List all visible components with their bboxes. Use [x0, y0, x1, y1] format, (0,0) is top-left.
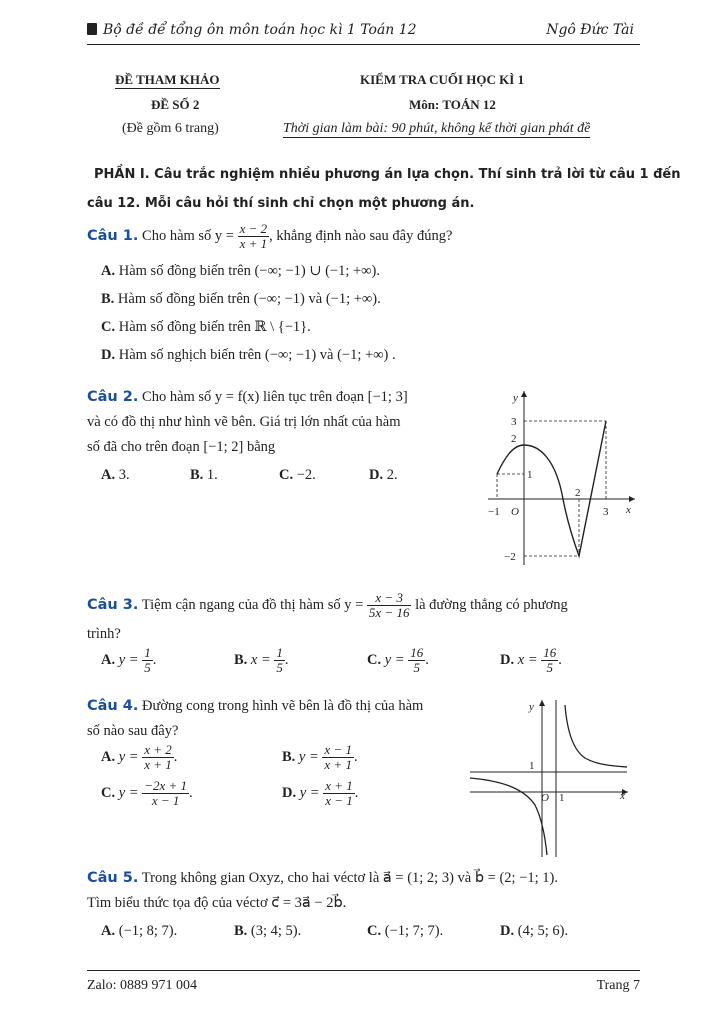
part1-line2: câu 12. Mỗi câu hỏi thí sinh chỉ chọn một phương án.	[87, 196, 475, 211]
q4-graph	[465, 695, 635, 860]
exam-title: KIỂM TRA CUỐI HỌC KÌ 1	[360, 72, 525, 87]
q3-label: Câu 3.	[87, 596, 139, 613]
q2-option-a[interactable]: A. 3.	[101, 467, 130, 483]
q5-option-d[interactable]: D. (4; 5; 6).	[500, 923, 569, 939]
q2-tick-neg1: −1	[488, 506, 500, 518]
header-title: Bộ đề để tổng ôn môn toán học kì 1 Toán 12	[87, 22, 417, 38]
q2-graph	[480, 385, 640, 570]
q4-label-y: y	[529, 701, 534, 713]
q4-option-d[interactable]: D. y = $\frac{x + 1}{x - 1}$ .	[282, 778, 359, 808]
exam-number: ĐỀ SỐ 2	[151, 97, 200, 112]
exam-pages: (Đề gồm 6 trang)	[122, 121, 219, 136]
q4-curve-left	[470, 778, 547, 855]
q4-option-c[interactable]: C. y = $\frac{-2x + 1}{x - 1}$ .	[101, 778, 193, 808]
q2-tick-neg2: −2	[504, 551, 516, 563]
header-author: Ngô Đức Tài	[546, 22, 634, 38]
q5-option-b[interactable]: B. (3; 4; 5).	[234, 923, 302, 939]
q4-tick-y1: 1	[529, 760, 535, 772]
exam-ref-label: ĐỀ THAM KHẢO	[115, 72, 220, 87]
q1-option-b[interactable]: B. Hàm số đồng biến trên (−∞; −1) và (−1; +∞).	[101, 291, 381, 307]
q2-tick-2: 2	[511, 433, 517, 445]
q2-y-arrow	[521, 391, 527, 397]
q4-label-x: x	[620, 790, 625, 802]
q2-label: Câu 2.	[87, 389, 139, 405]
q2-line2: và có đồ thị như hình vẽ bên. Giá trị lớn nhất của hàm	[87, 414, 401, 430]
q2-option-c[interactable]: C. −2.	[279, 467, 316, 483]
q3-line2: trình?	[87, 626, 121, 642]
q4-tick-x1: 1	[559, 792, 565, 804]
q5-label: Câu 5.	[87, 870, 139, 886]
q4-y-arrow	[539, 700, 545, 706]
q3-option-a[interactable]: A. y = $\frac{1}{5}$ .	[101, 645, 157, 675]
q2-label-o: O	[511, 506, 519, 518]
exam-subject: Môn: TOÁN 12	[409, 97, 496, 112]
q4-label: Câu 4.	[87, 698, 139, 714]
q4-curve-right	[565, 705, 627, 767]
q3-fraction: $\frac{x - 3}{5x - 16}$	[368, 590, 410, 620]
footer-page: Trang 7	[596, 978, 640, 993]
q2-option-b[interactable]: B. 1.	[190, 467, 218, 483]
q2-tick-3: 3	[511, 416, 517, 428]
page-footer	[87, 970, 640, 993]
q5-option-a[interactable]: A. (−1; 8; 7).	[101, 923, 178, 939]
q4-option-a[interactable]: A. y = $\frac{x + 2}{x + 1}$ .	[101, 742, 178, 772]
q3-option-d[interactable]: D. x = $\frac{16}{5}$ .	[500, 645, 562, 675]
footer-zalo: Zalo: 0889 971 004	[87, 978, 198, 993]
q2-line3: số đã cho trên đoạn [−1; 2] bằng	[87, 439, 276, 455]
q5-line2: Tìm biểu thức tọa độ của véctơ c⃗ = 3a⃗ − 2b⃗.	[87, 895, 347, 911]
q1-option-a[interactable]: A. Hàm số đồng biến trên (−∞; −1) ∪ (−1; +∞).	[101, 263, 380, 279]
question-5: Câu 5. Trong không gian Oxyz, cho hai véctơ là a⃗ = (1; 2; 3) và b⃗ = (2; −1; 1).	[87, 870, 558, 886]
q3-option-b[interactable]: B. x = $\frac{1}{5}$ .	[234, 645, 289, 675]
question-3: Câu 3. Tiệm cận ngang của đồ thị hàm số y = $\frac{x - 3}{5x - 16}$ là đường thẳng có phương	[87, 590, 568, 620]
q2-option-d[interactable]: D. 2.	[369, 467, 398, 483]
q2-label-x: x	[626, 504, 631, 516]
part1-line1: PHẦN I. Câu trắc nghiệm nhiều phương án lựa chọn. Thí sinh trả lời từ câu 1 đến	[94, 167, 681, 182]
question-1: Câu 1. Cho hàm số y = $\frac{x - 2}{x + 1}$ , khẳng định nào sau đây đúng?	[87, 221, 453, 251]
page-header	[87, 22, 640, 45]
book-icon	[87, 23, 97, 35]
q4-label-o: O	[541, 792, 549, 804]
exam-time: Thời gian làm bài: 90 phút, không kể thời gian phát đề	[283, 121, 591, 136]
q1-label: Câu 1.	[87, 227, 139, 244]
q1-option-c[interactable]: C. Hàm số đồng biến trên ℝ \ {−1}.	[101, 319, 311, 335]
q5-option-c[interactable]: C. (−1; 7; 7).	[367, 923, 444, 939]
q4-line2: số nào sau đây?	[87, 723, 179, 739]
q2-tick-x2: 2	[575, 487, 581, 499]
question-4: Câu 4. Đường cong trong hình vẽ bên là đồ thị của hàm	[87, 698, 424, 714]
q2-tick-x3: 3	[603, 506, 609, 518]
q1-option-d[interactable]: D. Hàm số nghịch biến trên (−∞; −1) và (−1; +∞) .	[101, 347, 396, 363]
q2-label-y: y	[513, 392, 518, 404]
q3-option-c[interactable]: C. y = $\frac{16}{5}$ .	[367, 645, 429, 675]
q4-option-b[interactable]: B. y = $\frac{x - 1}{x + 1}$ .	[282, 742, 358, 772]
q1-fraction: $\frac{x - 2}{x + 1}$	[239, 221, 268, 251]
question-2: Câu 2. Cho hàm số y = f(x) liên tục trên đoạn [−1; 3]	[87, 389, 408, 405]
q2-x-arrow	[629, 496, 635, 502]
q2-tick-1: 1	[527, 469, 533, 481]
